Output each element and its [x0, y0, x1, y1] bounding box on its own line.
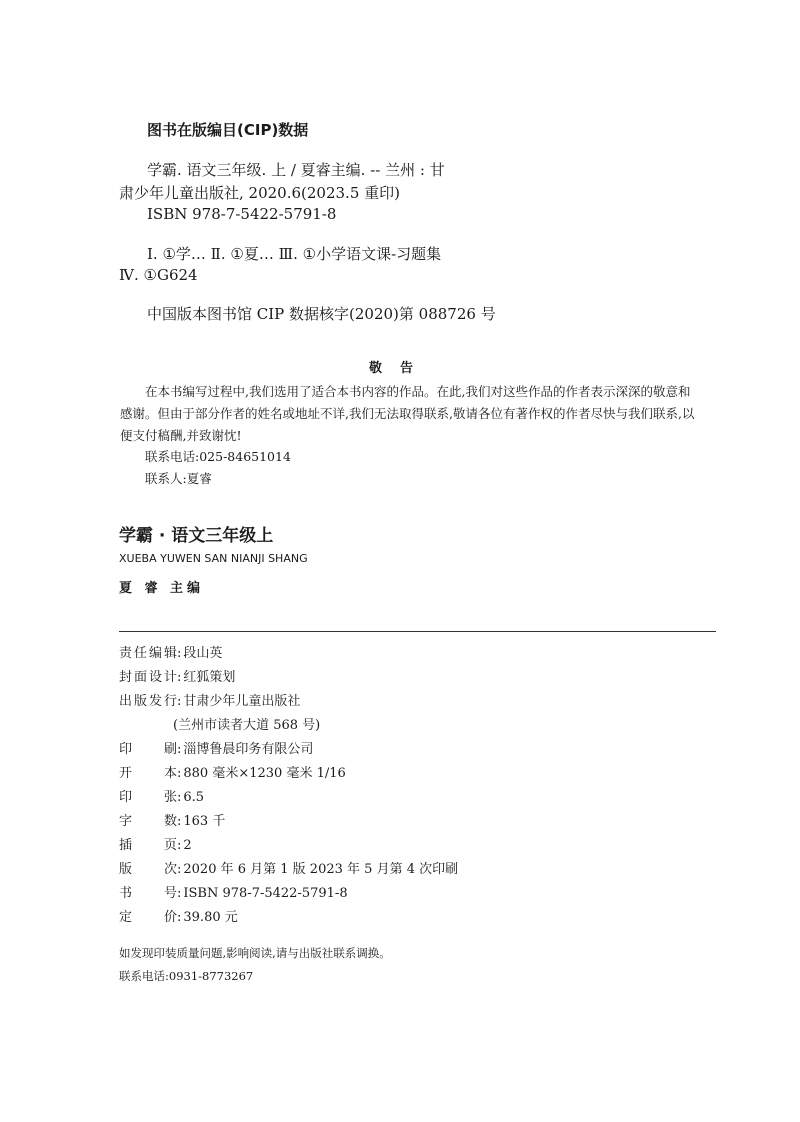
info-colon: :: [177, 862, 182, 877]
info-label: 出版发行: [119, 694, 177, 709]
info-row: [119, 690, 300, 709]
info-value: 淄博鲁晨印务有限公司: [183, 742, 314, 757]
cip-line-1: 学霸. 语文三年级. 上 / 夏睿主编. -- 兰州 : 甘: [147, 161, 445, 179]
info-label: 定价: [119, 910, 177, 925]
info-value: 甘肃少年儿童出版社: [183, 694, 301, 709]
info-colon: :: [177, 670, 182, 685]
cip-class-2: Ⅳ. ①G624: [119, 266, 198, 284]
info-row: [119, 882, 348, 901]
info-colon: :: [177, 790, 182, 805]
notice-text: 在本书编写过程中,我们选用了适合本书内容的作品。在此,我们对这些作品的作者表示深深的敬意和感谢。但由于部分作者的姓名或地址不详,我们无法取得联系,敬请各位有著作权的作者尽快与我们联系,以便支付稿酬,并致谢忱!: [120, 384, 695, 443]
info-label: 封面设计: [119, 670, 177, 685]
info-colon: :: [177, 814, 182, 829]
info-row: [119, 810, 225, 829]
notice-contact-person: 联系人:夏睿: [145, 471, 212, 486]
info-row: [119, 762, 346, 781]
info-colon: :: [177, 910, 182, 925]
book-pinyin: XUEBA YUWEN SAN NIANJI SHANG: [119, 552, 308, 565]
info-label: 书号: [119, 886, 177, 901]
info-value: 红狐策划: [183, 670, 236, 685]
footer-note: 如发现印装质量问题,影响阅读,请与出版社联系调换。: [119, 946, 391, 960]
info-row: [119, 666, 235, 685]
info-row: [119, 858, 458, 877]
cip-record-number: 中国版本图书馆 CIP 数据核字(2020)第 088726 号: [147, 305, 496, 323]
info-value: 6.5: [183, 790, 205, 805]
notice-body: [120, 381, 695, 447]
info-label: 印刷: [119, 742, 177, 757]
info-row: [119, 786, 204, 805]
info-row: [119, 738, 313, 757]
info-value: (兰州市读者大道 568 号): [173, 718, 321, 733]
info-row: [119, 906, 238, 925]
book-author: 夏 睿 主编: [119, 581, 205, 596]
info-colon: :: [177, 742, 182, 757]
book-title: 学霸 · 语文三年级上: [119, 526, 274, 546]
info-row: [173, 714, 320, 733]
notice-phone: 联系电话:025-84651014: [145, 449, 291, 464]
info-value: 39.80 元: [183, 910, 238, 925]
info-value: 段山英: [183, 646, 223, 661]
info-row: [119, 642, 222, 661]
info-colon: :: [177, 838, 182, 853]
info-value: 163 千: [183, 814, 226, 829]
info-colon: :: [177, 646, 182, 661]
notice-title: 敬告: [368, 361, 431, 376]
info-value: 2: [183, 838, 192, 853]
info-label: 插页: [119, 838, 177, 853]
info-label: 开本: [119, 766, 177, 781]
footer-phone: 联系电话:0931-8773267: [119, 969, 254, 983]
divider: [119, 631, 716, 632]
cip-line-2: 肃少年儿童出版社, 2020.6(2023.5 重印): [119, 184, 400, 202]
info-row: [119, 834, 192, 853]
info-colon: :: [177, 766, 182, 781]
info-colon: :: [177, 694, 182, 709]
info-colon: :: [177, 886, 182, 901]
info-value: ISBN 978-7-5422-5791-8: [183, 886, 348, 901]
info-label: 印张: [119, 790, 177, 805]
cip-title: 图书在版编目(CIP)数据: [147, 121, 309, 139]
info-label: 字数: [119, 814, 177, 829]
info-value: 880 毫米×1230 毫米 1/16: [183, 766, 346, 781]
cip-class-1: Ⅰ. ①学… Ⅱ. ①夏… Ⅲ. ①小学语文课-习题集: [147, 245, 442, 263]
info-value: 2020 年 6 月第 1 版 2023 年 5 月第 4 次印刷: [183, 862, 459, 877]
info-label: 版次: [119, 862, 177, 877]
cip-isbn: ISBN 978-7-5422-5791-8: [147, 205, 337, 223]
info-label: 责任编辑: [119, 646, 177, 661]
